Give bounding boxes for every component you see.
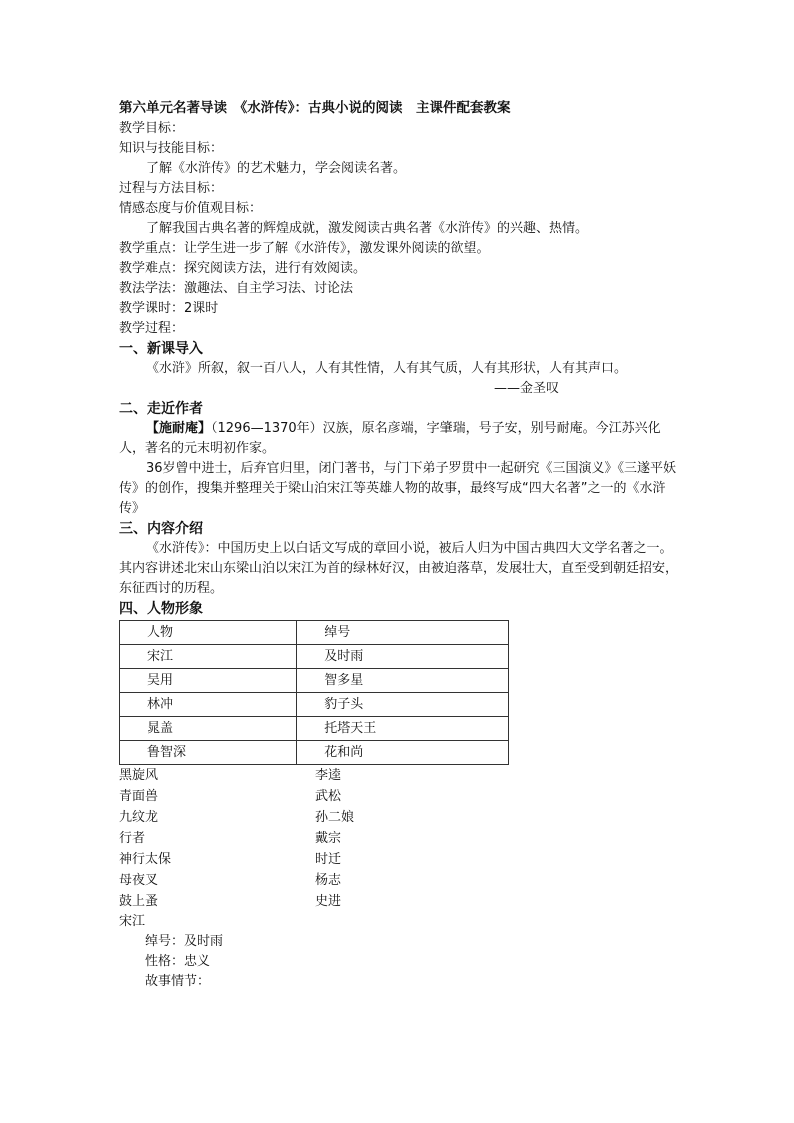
section-2-bio [119,419,679,459]
author-paragraph: 36岁曾中进士，后弃官归里，闭门著书，与门下弟子罗贯中一起研究《三国演义》《三遂平妖传》的创作，搜集并整理关于梁山泊宋江等英雄人物的故事，最终写成“四大名著”之一的《水浒传》 [119,461,677,516]
author-name: 【施耐庵】 [146,421,212,436]
knowledge-text: 了解《水浒传》的艺术魅力，学会阅读名著。 [146,161,407,176]
table-header-cell: 人物 [120,621,297,645]
section-3-heading: 三、内容介绍 [119,521,203,537]
table-row [120,669,509,693]
difficulty: 教学难点：探究阅读方法，进行有效阅读。 [119,261,367,276]
pair-right: 戴宗 [315,831,342,846]
list-item [119,828,679,849]
author-bio: （1296—1370年）汉族，原名彦端，字肇瑞，号子安，别号耐庵。今江苏兴化人，著名的元末明初作家。 [119,421,661,456]
list-item [119,870,679,891]
section-1-heading: 一、新课导入 [119,341,203,357]
songjiang-story: 故事情节： [145,974,211,989]
table-cell: 鲁智深 [120,741,297,765]
teaching-methods: 教法学法：激趣法、自主学习法、讨论法 [119,281,354,296]
section-2-paragraph-2 [119,459,679,519]
nickname-pairs [119,765,679,912]
pair-left: 九纹龙 [119,810,159,825]
table-cell: 及时雨 [297,645,509,669]
table-cell: 花和尚 [297,741,509,765]
pair-right: 时迁 [315,852,342,867]
table-cell: 晁盖 [120,717,297,741]
table-cell: 宋江 [120,645,297,669]
table-row [120,741,509,765]
table-cell: 吴用 [120,669,297,693]
table-cell: 林冲 [120,693,297,717]
pair-left: 行者 [119,831,146,846]
pair-left: 鼓上蚤 [119,894,159,909]
section-1-quote: 《水浒》所叙，叙一百八人，人有其性情，人有其气质，人有其形状，人有其声口。 [146,361,628,376]
pair-right: 李逵 [315,768,342,783]
table-header-cell: 绰号 [297,621,509,645]
table-cell: 智多星 [297,669,509,693]
section-3-text: 《水浒传》：中国历史上以白话文写成的章回小说，被后人归为中国古典四大文学名著之一。其内容讲述北宋山东梁山泊以宋江为首的绿林好汉，由被迫落草，发展壮大，直至受到朝廷招安，东征西讨的历程。 [119,541,679,596]
list-item [119,765,679,786]
pair-left: 神行太保 [119,852,172,867]
pair-right: 孙二娘 [315,810,355,825]
list-item [119,807,679,828]
document-title: 第六单元名著导读 《水浒传》：古典小说的阅读 主课件配套教案 [119,100,511,116]
process-goal-label: 过程与方法目标： [119,181,224,196]
goals-label: 教学目标： [119,121,185,136]
table-row [120,645,509,669]
table-header-row [120,621,509,645]
document-content [119,98,679,992]
pair-left: 青面兽 [119,789,159,804]
knowledge-label: 知识与技能目标： [119,141,224,156]
section-4-heading: 四、人物形象 [119,601,203,617]
table-row [120,717,509,741]
songjiang-character: 性格：忠义 [145,954,211,969]
table-row [120,693,509,717]
section-1-attribution: ——金圣叹 [493,381,559,396]
table-cell: 豹子头 [297,693,509,717]
pair-right: 史进 [315,894,342,909]
pair-left: 母夜叉 [119,873,159,888]
teaching-process: 教学过程： [119,321,185,336]
songjiang-nickname: 绰号：及时雨 [145,934,224,949]
class-hours: 教学课时：2课时 [119,301,219,316]
emotion-label: 情感态度与价值观目标： [119,201,263,216]
emotion-text: 了解我国古典名著的辉煌成就，激发阅读古典名著《水浒传》的兴趣、热情。 [146,221,589,236]
list-item [119,849,679,870]
table-cell: 托塔天王 [297,717,509,741]
songjiang-label: 宋江 [119,914,146,929]
character-table [119,620,509,765]
list-item [119,786,679,807]
section-2-heading: 二、走近作者 [119,401,203,417]
pair-right: 武松 [315,789,342,804]
pair-right: 杨志 [315,873,342,888]
key-point: 教学重点：让学生进一步了解《水浒传》，激发课外阅读的欲望。 [119,241,490,256]
list-item [119,891,679,912]
pair-left: 黑旋风 [119,768,159,783]
